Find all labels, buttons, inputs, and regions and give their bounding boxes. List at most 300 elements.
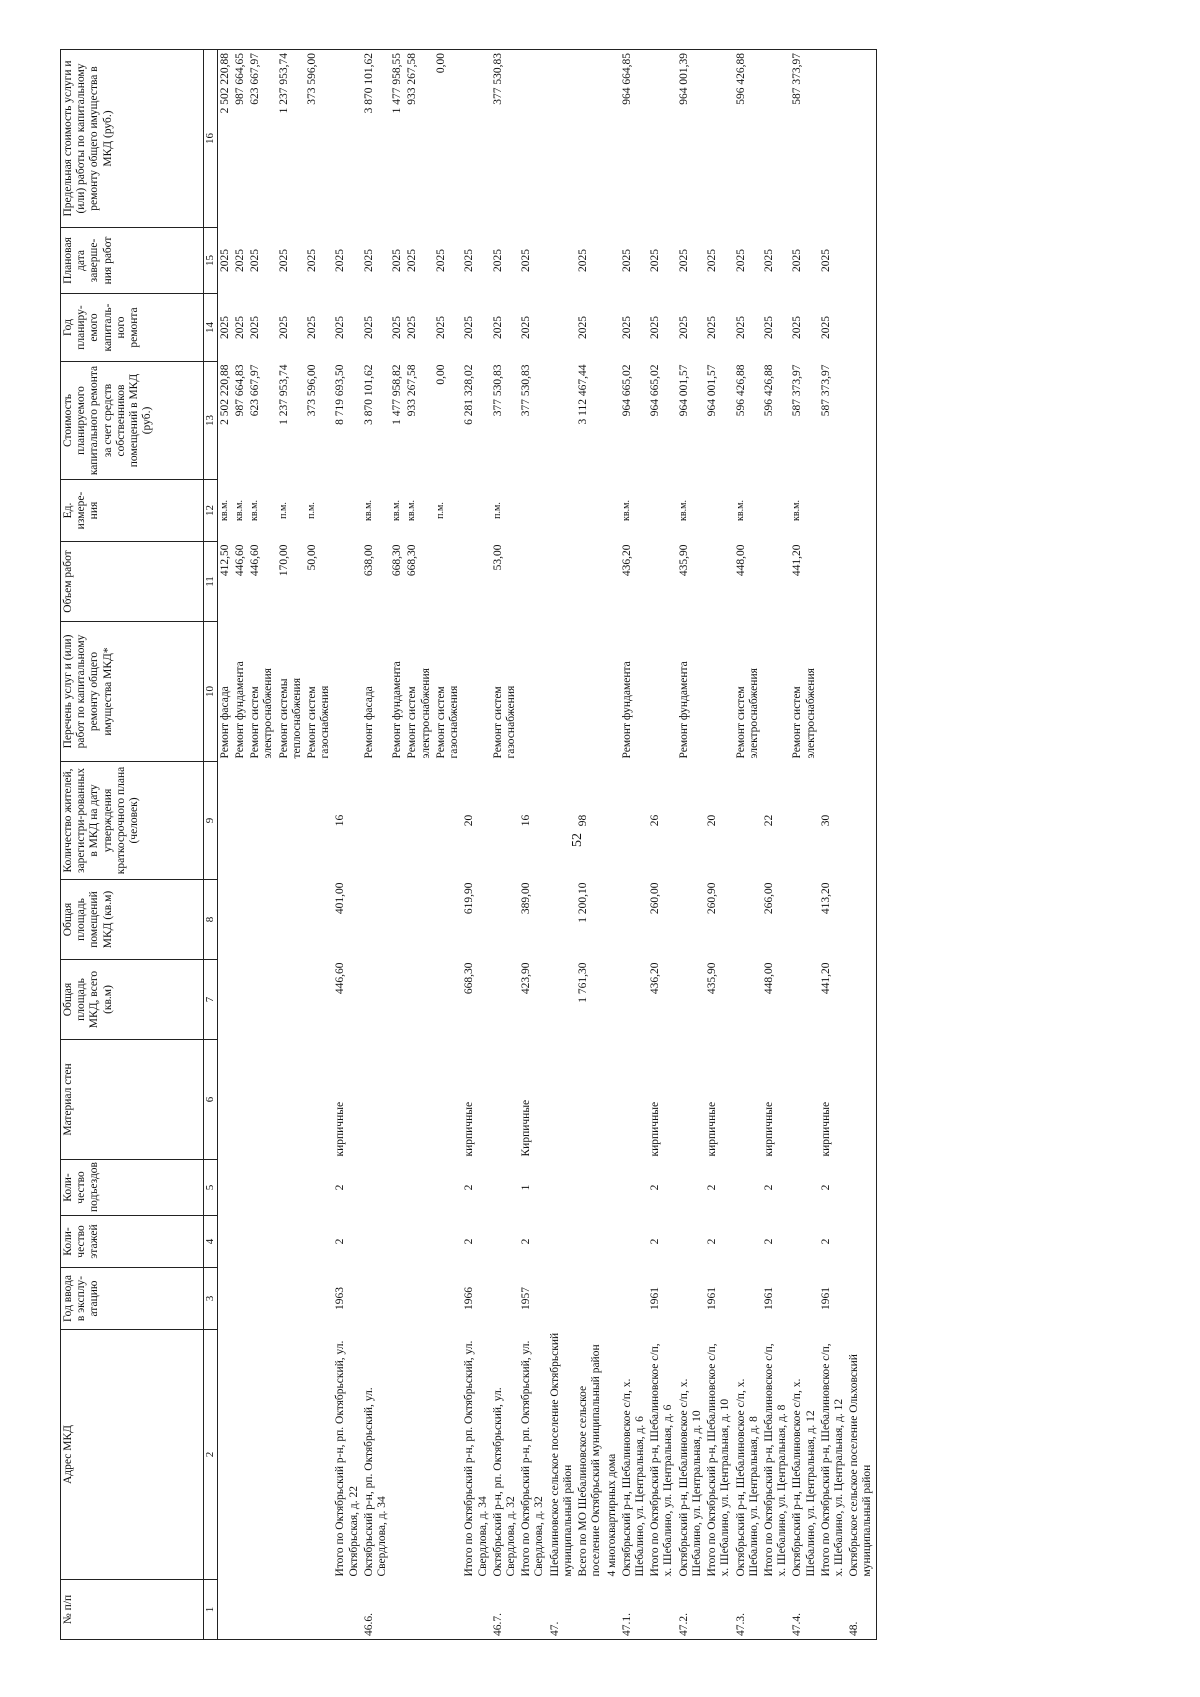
table-cell (705, 480, 733, 542)
table-cell: 1957 (520, 1287, 533, 1310)
table-cell: 964 001,39 (677, 50, 705, 228)
table-cell: 2025 (819, 316, 832, 339)
table-cell: 623 667,97 (249, 364, 262, 417)
table-cell: 1961 (706, 1287, 719, 1310)
table-cell (248, 1160, 276, 1216)
table-cell: 436,20 (620, 544, 633, 577)
table-cell: 1 477 958,82 (391, 364, 404, 425)
table-cell: кв.м. (362, 500, 374, 521)
table-cell (390, 1580, 405, 1640)
table-cell (333, 1580, 361, 1640)
table-cell (648, 622, 676, 762)
table-cell: кв.м. (620, 500, 632, 521)
table-cell (605, 762, 620, 880)
table-cell (217, 1216, 233, 1268)
table-body (217, 50, 876, 1640)
table-cell (734, 1216, 762, 1268)
table-cell: Итого по Октябрьский р-н, Шебалиновское с/п, х. Шебалино, ул. Центральная, д. 10 (706, 1343, 732, 1577)
table-cell: 2025 (334, 249, 347, 272)
table-cell (847, 228, 876, 294)
table-cell (233, 1216, 248, 1268)
table-cell: 2025 (620, 249, 633, 272)
table-row (233, 50, 248, 1640)
table-cell (491, 1040, 519, 1160)
table-cell (434, 542, 462, 622)
table-cell (305, 880, 333, 960)
table-cell: 623 667,97 (248, 50, 276, 228)
table-cell: Ремонт фундамента (677, 661, 690, 759)
table-cell (362, 1160, 390, 1216)
table-row (548, 50, 576, 1640)
table-cell (462, 1580, 490, 1640)
table-cell (233, 1330, 248, 1580)
column-number: 14 (204, 294, 218, 362)
table-cell: 441,20 (819, 962, 832, 995)
table-cell (248, 1268, 276, 1330)
table-cell: 2025 (406, 249, 419, 272)
table-cell: 2025 (677, 249, 690, 272)
table-cell: Октябрьское сельское поселение Ольховский муниципальный район (847, 1330, 876, 1580)
table-cell (847, 50, 876, 228)
table-row (434, 50, 462, 1640)
table-cell: 446,60 (233, 544, 246, 577)
table-cell: 2 (649, 1238, 662, 1245)
table-cell (705, 1580, 733, 1640)
table-cell (305, 1040, 333, 1160)
column-header: Общая площадь помещений МКД (кв.м) (61, 880, 204, 960)
column-number: 16 (204, 50, 218, 228)
table-cell: 2025 (649, 316, 662, 339)
table-cell (819, 542, 847, 622)
table-row (333, 50, 361, 1640)
table-cell: 1 237 953,74 (277, 364, 290, 425)
table-cell: Октябрьский р-н, Шебалиновское с/п, х. Шебалино, ул. Центральная, д. 6 (620, 1378, 646, 1577)
table-cell: 30 (819, 814, 832, 827)
table-cell: 377 530,83 (491, 50, 519, 228)
table-cell: 2 (706, 1238, 719, 1245)
column-number: 2 (204, 1330, 218, 1580)
table-cell: Ремонт систем электроснабжения (249, 668, 275, 759)
column-header: Материал стен (61, 1040, 204, 1160)
table-cell (762, 50, 790, 228)
table-cell: 448,00 (762, 962, 775, 995)
table-cell (434, 1330, 462, 1580)
table-cell (762, 542, 790, 622)
table-cell: 2025 (463, 249, 476, 272)
table-cell: 2025 (305, 316, 318, 339)
table-cell (677, 880, 705, 960)
table-cell: 2 (706, 1184, 719, 1191)
table-cell: Ремонт фундамента (620, 661, 633, 759)
table-cell: 596 426,88 (734, 50, 762, 228)
table-cell (305, 1160, 333, 1216)
table-cell (519, 480, 547, 542)
table-cell (548, 228, 576, 294)
table-cell (847, 480, 876, 542)
table-cell: 2025 (706, 249, 719, 272)
table-row (819, 50, 847, 1640)
table-cell (548, 622, 576, 762)
table-cell (819, 1580, 847, 1640)
table-cell: 3 870 101,62 (362, 50, 390, 228)
table-cell: Ремонт систем газоснабжения (434, 685, 461, 759)
header-number-row (204, 50, 218, 1640)
table-cell: 413,20 (819, 882, 832, 915)
column-header: Общая площадь МКД, всего (кв.м) (61, 960, 204, 1040)
table-cell (462, 542, 490, 622)
column-header: Объем работ (61, 542, 204, 622)
table-cell: 2025 (218, 316, 231, 339)
table-cell: 2025 (791, 316, 804, 339)
table-cell: кв.м. (406, 500, 418, 521)
table-cell (605, 228, 620, 294)
table-cell: 4 многоквартирных дома (605, 1453, 618, 1577)
table-cell (217, 880, 233, 960)
table-cell (734, 960, 762, 1040)
table-cell (248, 1216, 276, 1268)
table-cell: 619,90 (463, 882, 476, 915)
table-cell (620, 1040, 648, 1160)
table-cell (648, 480, 676, 542)
table-cell (390, 1040, 405, 1160)
table-cell (620, 1268, 648, 1330)
table-cell (620, 960, 648, 1040)
table-cell: 47.3. (734, 1580, 762, 1640)
table-cell (491, 762, 519, 880)
table-cell (847, 1160, 876, 1216)
table-cell: 2025 (249, 316, 262, 339)
table-cell: 46.7. (491, 1580, 519, 1640)
table-cell: 668,30 (391, 544, 404, 577)
table-cell (548, 880, 576, 960)
table-cell: Ремонт фасада (362, 686, 375, 759)
column-number: 6 (204, 1040, 218, 1160)
table-cell: 933 267,58 (405, 50, 433, 228)
table-cell: 47.4. (790, 1580, 818, 1640)
table-cell (491, 880, 519, 960)
table-cell: кв.м. (249, 500, 261, 521)
table-cell: Ремонт фундамента (391, 661, 404, 759)
header-row (61, 50, 204, 1640)
table-cell (305, 1580, 333, 1640)
table-cell: Итого по Октябрьский р-н, Шебалиновское с/п, х. Шебалино, ул. Центральная, д. 6 (649, 1343, 675, 1577)
table-cell: Итого по Октябрьский р-н, Шебалиновское с/п, х. Шебалино, ул. Центральная, д. 8 (762, 1343, 789, 1577)
table-cell (217, 1040, 233, 1160)
column-number: 10 (204, 622, 218, 762)
table-row (790, 50, 818, 1640)
table-cell: 2025 (249, 249, 262, 272)
table-cell (277, 1268, 305, 1330)
table-cell: 2025 (649, 249, 662, 272)
table-cell (277, 1330, 305, 1580)
table-cell: 2025 (620, 316, 633, 339)
table-cell: п.м. (305, 502, 317, 519)
table-cell (434, 880, 462, 960)
table-cell: 435,90 (706, 962, 719, 995)
table-cell: 2025 (677, 316, 690, 339)
table-cell (847, 542, 876, 622)
table-cell: 964 665,02 (649, 364, 662, 417)
table-cell: 47.2. (677, 1580, 705, 1640)
table-cell: 2025 (520, 249, 533, 272)
table-cell (277, 880, 305, 960)
table-cell: 668,30 (463, 962, 476, 995)
table-cell (233, 880, 248, 960)
table-cell (576, 1040, 604, 1160)
column-number: 13 (204, 362, 218, 480)
table-cell (405, 1160, 433, 1216)
table-cell: 3 112 467,44 (577, 364, 590, 425)
table-cell: 587 373,97 (790, 50, 818, 228)
column-number: 5 (204, 1160, 218, 1216)
table-cell (762, 622, 790, 762)
table-cell (491, 1216, 519, 1268)
table-cell: 373 596,00 (305, 364, 318, 417)
table-cell: 2025 (391, 249, 404, 272)
table-cell: кв.м. (677, 500, 689, 521)
table-cell (605, 1160, 620, 1216)
table-cell (605, 1040, 620, 1160)
table-cell: 587 373,97 (819, 364, 832, 417)
table-cell (233, 762, 248, 880)
column-header: Ед. измере-ния (61, 480, 204, 542)
table-cell (847, 362, 876, 480)
table-cell: 964 664,85 (620, 50, 648, 228)
table-cell (576, 1580, 604, 1640)
table-row (217, 50, 233, 1640)
table-header (61, 50, 218, 1640)
table-cell: 2025 (305, 249, 318, 272)
column-header: Коли-чество подъездов (61, 1160, 204, 1216)
column-header: Перечень услуг и (или) работ по капитальному ремонту общего имущества МКД* (61, 622, 204, 762)
table-cell: 2 (520, 1238, 533, 1245)
table-cell (233, 1040, 248, 1160)
table-cell (605, 960, 620, 1040)
table-cell (405, 880, 433, 960)
column-header: Количество жителей, зарегистри-рованных в МКД на дату утверждения краткосрочного плана (человек) (61, 762, 204, 880)
table-cell (277, 1216, 305, 1268)
table-cell: 448,00 (734, 544, 747, 577)
table-cell: 20 (463, 814, 476, 827)
table-cell (217, 1160, 233, 1216)
table-cell (333, 480, 361, 542)
table-cell (548, 50, 576, 228)
table-row (605, 50, 620, 1640)
table-cell (734, 880, 762, 960)
table-cell (648, 50, 676, 228)
table-cell (434, 1268, 462, 1330)
table-cell (519, 50, 547, 228)
table-cell (362, 762, 390, 880)
table-cell (548, 1216, 576, 1268)
table-cell: 2025 (791, 249, 804, 272)
table-cell: 596 426,88 (734, 364, 747, 417)
table-cell (705, 50, 733, 228)
table-cell (605, 880, 620, 960)
table-cell: 2025 (762, 316, 775, 339)
column-number: 3 (204, 1268, 218, 1330)
table-cell: 2025 (218, 249, 231, 272)
table-cell (548, 294, 576, 362)
table-cell: 1 477 958,55 (390, 50, 405, 228)
column-number: 8 (204, 880, 218, 960)
table-cell: 22 (762, 814, 775, 827)
table-cell: 260,90 (706, 882, 719, 915)
table-cell (677, 762, 705, 880)
table-row (734, 50, 762, 1640)
table-cell (462, 480, 490, 542)
table-cell: 1 (520, 1184, 533, 1191)
table-cell (434, 1580, 462, 1640)
table-cell: Ремонт систем электроснабжения (791, 668, 817, 759)
table-cell (277, 1160, 305, 1216)
table-cell (405, 1580, 433, 1640)
table-cell (248, 1580, 276, 1640)
table-cell (233, 1160, 248, 1216)
table-cell: кирпичные (819, 1101, 832, 1157)
table-row (576, 50, 604, 1640)
table-cell: 373 596,00 (305, 50, 333, 228)
table-row (847, 50, 876, 1640)
table-cell (405, 1216, 433, 1268)
table-cell (605, 1580, 620, 1640)
table-cell: 2025 (463, 316, 476, 339)
table-cell (790, 960, 818, 1040)
table-cell: 50,00 (305, 544, 318, 571)
table-cell: кв.м. (391, 500, 403, 521)
table-cell: 441,20 (791, 544, 804, 577)
column-number: 9 (204, 762, 218, 880)
table-cell: п.м. (491, 502, 503, 519)
table-cell (790, 1160, 818, 1216)
table-cell: 2025 (520, 316, 533, 339)
table-cell (305, 762, 333, 880)
table-cell: Кирпичные (520, 1099, 533, 1157)
table-cell: 2025 (577, 316, 590, 339)
table-cell (462, 50, 490, 228)
column-number: 1 (204, 1580, 218, 1640)
table-cell (734, 762, 762, 880)
table-cell (620, 762, 648, 880)
table-row (648, 50, 676, 1640)
table-cell (790, 1216, 818, 1268)
table-cell: 389,00 (520, 882, 533, 915)
page-number: 52 (570, 833, 585, 847)
table-cell: Шебалиновское сельское поселение Октябрьский муниципальный район (548, 1332, 574, 1577)
table-cell: 2025 (491, 316, 504, 339)
column-number: 11 (204, 542, 218, 622)
table-cell: 2 (334, 1184, 347, 1191)
table-cell: 2025 (734, 249, 747, 272)
table-cell (390, 960, 405, 1040)
table-cell: 2025 (362, 249, 375, 272)
table-cell: 2025 (406, 316, 419, 339)
table-cell: 16 (334, 814, 347, 827)
table-cell (790, 1040, 818, 1160)
table-cell: 53,00 (491, 544, 504, 571)
table-cell: 2 502 220,88 (218, 364, 231, 425)
table-cell: 933 267,58 (406, 364, 419, 417)
table-cell (333, 622, 361, 762)
table-cell: 2025 (734, 316, 747, 339)
table-cell: 964 665,02 (620, 364, 633, 417)
table-cell: кирпичные (762, 1101, 775, 1157)
table-cell (605, 542, 620, 622)
table-cell: 2 (649, 1184, 662, 1191)
table-cell: 0,00 (434, 50, 462, 228)
table-cell (217, 762, 233, 880)
table-cell: 2025 (819, 249, 832, 272)
table-cell (434, 1160, 462, 1216)
table-cell: 2 (819, 1238, 832, 1245)
table-cell (305, 1330, 333, 1580)
table-cell: 412,50 (218, 544, 231, 577)
table-cell (790, 762, 818, 880)
column-header: Стоимость планируемого капитального ремонта за счет средств собственников помещений в МКД (руб.) (61, 362, 204, 480)
table-cell (620, 1160, 648, 1216)
table-cell (390, 1216, 405, 1268)
table-cell: 3 870 101,62 (362, 364, 375, 425)
column-header: Адрес МКД (61, 1330, 204, 1580)
table-cell: 446,60 (249, 544, 262, 577)
table-cell: 266,00 (762, 882, 775, 915)
table-cell (277, 762, 305, 880)
table-row (519, 50, 547, 1640)
table-cell (362, 1268, 390, 1330)
table-cell: 587 373,97 (791, 364, 804, 417)
table-cell (847, 762, 876, 880)
table-row (705, 50, 733, 1640)
column-number: 15 (204, 228, 218, 294)
table-cell: 2 (463, 1238, 476, 1245)
table-cell (605, 1268, 620, 1330)
table-cell (576, 622, 604, 762)
table-cell: Октябрьский р-н, Шебалиновское с/п, х. Шебалино, ул. Центральная, д. 12 (791, 1378, 817, 1577)
table-cell (434, 1040, 462, 1160)
table-cell (405, 762, 433, 880)
table-cell (548, 1268, 576, 1330)
table-cell (233, 960, 248, 1040)
table-cell: кв.м. (233, 500, 245, 521)
column-header: Год планиру-емого капиталь-ного ремонта (61, 294, 204, 362)
table-cell: 2 502 220,88 (217, 50, 233, 228)
table-cell (405, 1330, 433, 1580)
table-cell: кв.м. (734, 500, 746, 521)
table-cell: 2 (762, 1184, 775, 1191)
table-cell (677, 960, 705, 1040)
table-cell: 2025 (577, 249, 590, 272)
table-cell (548, 480, 576, 542)
table-row (362, 50, 390, 1640)
table-cell (576, 1160, 604, 1216)
table-cell: 1 200,10 (577, 882, 590, 923)
table-row (277, 50, 305, 1640)
table-cell: 2025 (233, 249, 246, 272)
table-cell: Итого по Октябрьский р-н, рп. Октябрьский, ул. Свердлова, д. 34 (463, 1340, 489, 1577)
table-cell: 47.1. (620, 1580, 648, 1640)
table-cell (519, 542, 547, 622)
table-cell (217, 1580, 233, 1640)
table-cell (390, 762, 405, 880)
table-cell: 1966 (463, 1287, 476, 1310)
table-cell: Октябрьский р-н, рп. Октябрьский, ул. Свердлова, д. 34 (362, 1387, 389, 1577)
table-cell: 2025 (277, 316, 290, 339)
table-cell (491, 1160, 519, 1216)
table-cell (677, 1160, 705, 1216)
table-cell (305, 1216, 333, 1268)
table-cell: Всего по МО Шебалиновское сельское поселение Октябрьский муниципальный район (577, 1344, 603, 1577)
table-cell (305, 960, 333, 1040)
